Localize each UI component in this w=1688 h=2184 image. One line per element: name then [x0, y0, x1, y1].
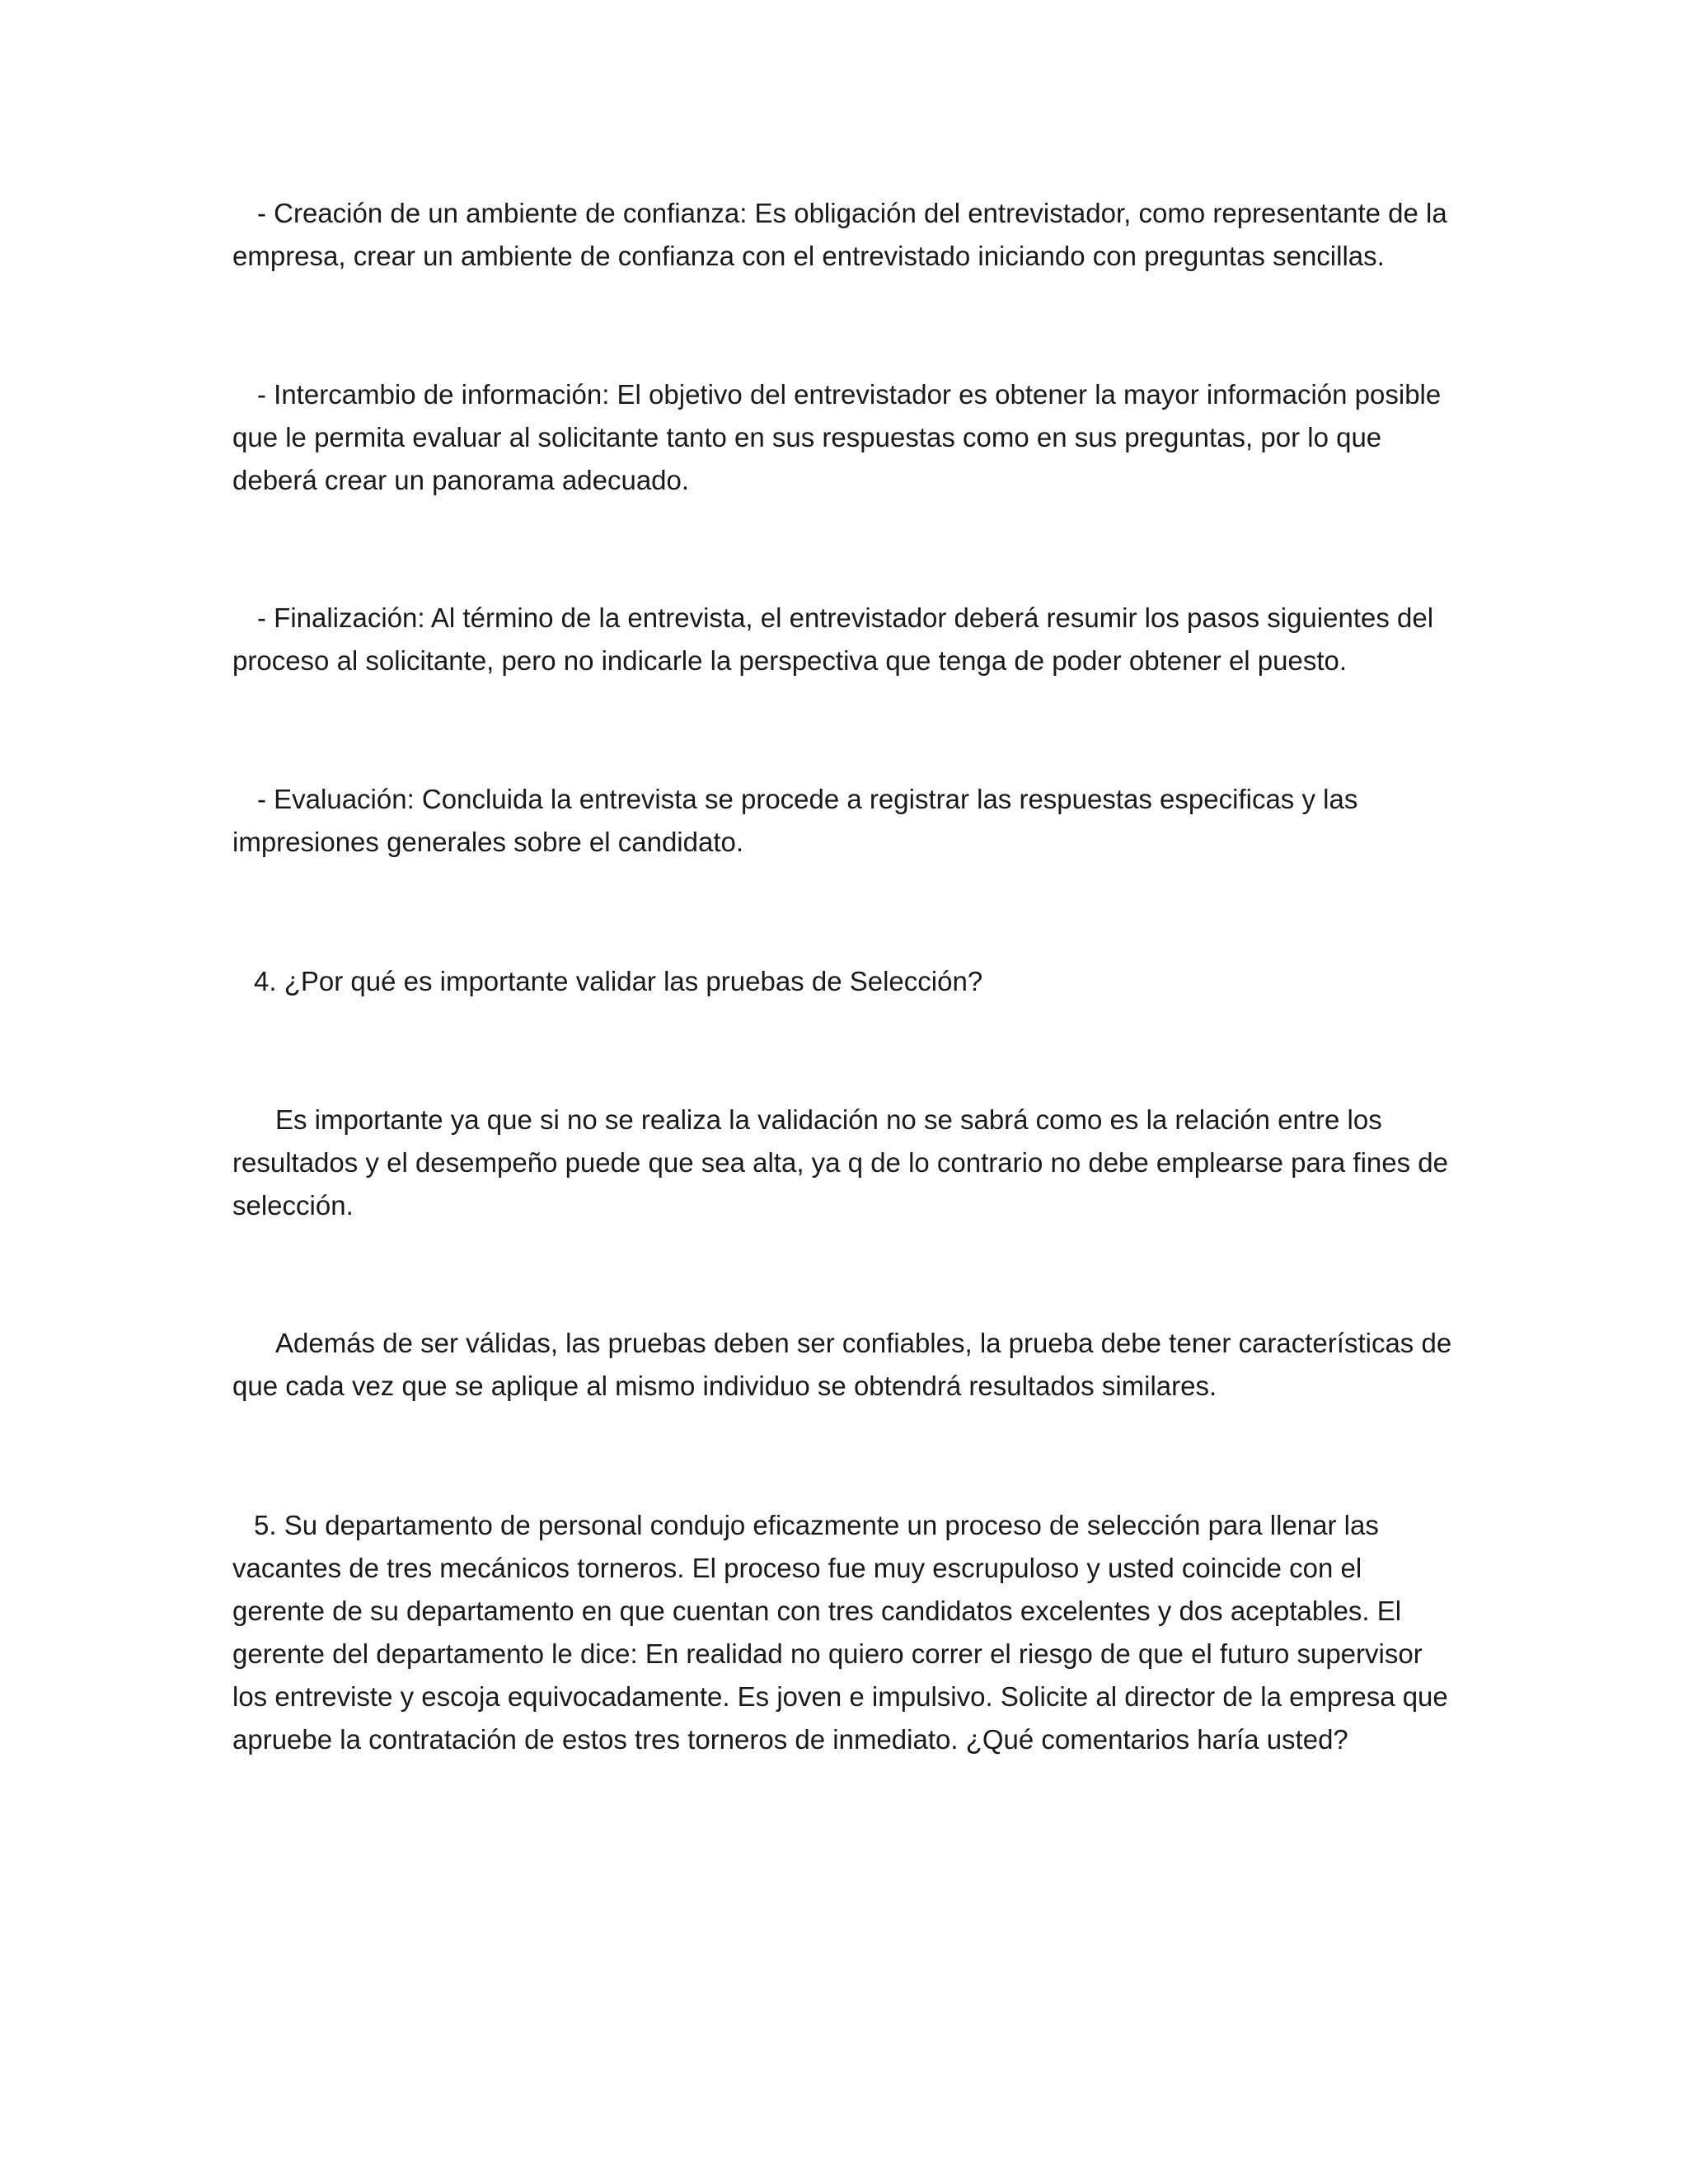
- paragraph-intercambio-informacion: - Intercambio de información: El objetivo del entrevistador es obtener la mayor información posible que le permita evaluar al solicitante tanto en sus respuestas como en sus preguntas, por lo que deberá crear un panorama adecuado.: [232, 379, 1442, 495]
- question-5-paragraph: 5. Su departamento de personal condujo eficazmente un proceso de selección para llenar las vacantes de tres mecánicos torneros. El proceso fue muy escrupuloso y usted coincide con el gerente de su departamento en que cuentan con tres candidatos excelentes y dos aceptables. El gerente del departamento le dice: En realidad no quiero correr el riesgo de que el futuro supervisor los entreviste y escoja equivocadamente. Es joven e impulsivo. Solicite al director de la empresa que apruebe la contratación de estos tres torneros de inmediato. ¿Qué comentarios haría usted?: [232, 1510, 1448, 1755]
- answer-4-paragraph-1: Es importante ya que si no se realiza la validación no se sabrá como es la relación entre los resultados y el desempeño puede que sea alta, ya q de lo contrario no debe emplearse para fines de selección.: [232, 1104, 1448, 1221]
- paragraph-evaluacion: - Evaluación: Concluida la entrevista se procede a registrar las respuestas especificas y las impresiones generales sobre el candidato.: [232, 784, 1358, 857]
- paragraph-finalizacion: - Finalización: Al término de la entrevista, el entrevistador deberá resumir los pasos siguientes del proceso al solicitante, pero no indicarle la perspectiva que tenga de poder obtener el puesto.: [232, 602, 1434, 676]
- paragraph-ambiente-confianza: - Creación de un ambiente de confianza: Es obligación del entrevistador, como representante de la empresa, crear un ambiente de confianza con el entrevistado iniciando con preguntas sencillas.: [232, 198, 1447, 271]
- answer-4-paragraph-2: Además de ser válidas, las pruebas deben ser confiables, la prueba debe tener características de que cada vez que se aplique al mismo individuo se obtendrá resultados similares.: [232, 1328, 1452, 1401]
- question-4-heading: 4. ¿Por qué es importante validar las pruebas de Selección?: [254, 966, 983, 996]
